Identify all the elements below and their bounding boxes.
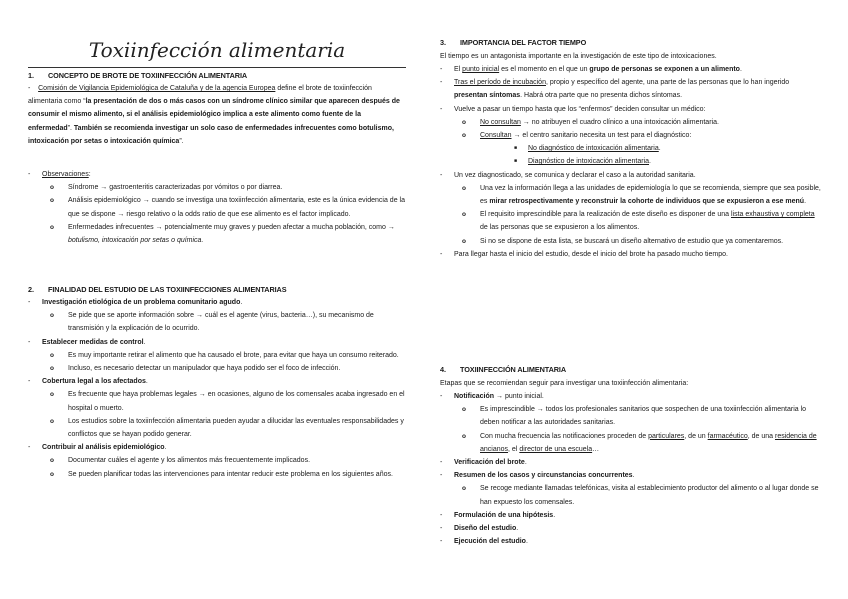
section-4-title: TOXIINFECCIÓN ALIMENTARIA: [460, 365, 567, 374]
source-agency: Comisión de Vigilancia Epidemiológica de Cataluña y de la agencia Europea: [38, 85, 276, 92]
time-item: [440, 169, 822, 248]
section-2-number: 2.: [28, 285, 34, 294]
observation-item-italic: botulismo, intoxicación por setas o química.: [68, 237, 204, 245]
stage-text: → punto inicial.: [494, 393, 544, 400]
source-farmaceutico: farmacéutico: [707, 432, 748, 440]
time-item: [440, 76, 822, 102]
stage-item: [440, 469, 822, 509]
stage-end: .: [553, 511, 556, 519]
section-1-definition: - Comisión de Vigilancia Epidemiológica de Cataluña y de la agencia Europea define el brote de toxiinfección alimentaria como “la presentación de dos o más casos con un síndrome clínico similar que aparecen después de consumir el mismo alimento, si el análisis epidemiológico implica a este alimento como fuente de la enfermedad”. También se recomienda investigar un solo caso de enfermedades infrecuentes como botulismo, intoxicación por setas o intoxicación química”.: [28, 85, 400, 145]
goal-detail: o Es muy importante retirar el alimento que ha causado el brote, para evitar que haya un consumo reiterado.: [42, 349, 406, 362]
diagnosis-text: Diagnóstico de intoxicación alimentaria: [528, 158, 650, 166]
goal-item: - Cobertura legal a los afectados. o Es frecuente que haya problemas legales → en ocasiones, alguno de los comensales acaba ingresado en el hospital o muerto. o Los estudios sobre la toxiinfección alimentaria pueden ayudar a dilucidar las eventuales responsabilidades y conflictos que se hayan podido generar.: [28, 375, 406, 441]
time-item-text: es el momento en el que un: [499, 66, 590, 73]
initial-point: punto inicial: [462, 66, 500, 73]
goal-detail: o Incluso, es necesario detectar un manipulador que haya podido ser el foco de infección.: [42, 362, 406, 375]
diagnosis-end: .: [658, 145, 661, 153]
stage-detail-text: , de un: [684, 432, 708, 440]
section-2-heading: [28, 285, 287, 294]
stage-detail-text: , el: [508, 445, 520, 453]
source-residencia: residencia de ancianos: [480, 432, 817, 453]
stage-title: Ejecución del estudio: [454, 538, 526, 546]
observation-item-text: Enfermedades infrecuentes → potencialmente muy graves y pueden afectar a mucha población, como →: [68, 223, 395, 231]
stage-item: [440, 456, 822, 469]
definition-close: ”.: [67, 124, 74, 132]
diagnosis-text: No diagnóstico de intoxicación alimentaria: [528, 145, 659, 153]
section-2-body: [28, 296, 406, 481]
section-1-heading: [28, 71, 247, 80]
goal-title: Investigación etiológica de un problema comunitario agudo: [42, 299, 241, 306]
symptoms-text: presentan síntomas: [454, 92, 521, 100]
goal-title: Cobertura legal a los afectados: [42, 378, 146, 386]
section-4-intro: Etapas que se recomiendan seguir para investigar una toxiinfección alimentaria:: [440, 380, 689, 387]
time-item-text: Vuelve a pasar un tiempo hasta que los “enfermos” deciden consultar un médico:: [454, 105, 706, 113]
stage-item: [440, 535, 822, 548]
stage-title: Resumen de los casos y circunstancias concurrentes: [454, 472, 633, 480]
source-director: director de una escuela: [519, 445, 593, 453]
stage-end: .: [524, 459, 527, 467]
section-3-body: [440, 63, 822, 261]
section-2-title: FINALIDAD DEL ESTUDIO DE LAS TOXIINFECCIONES ALIMENTARIAS: [48, 285, 287, 294]
document-title: Toxiinfección alimentaria: [88, 38, 346, 62]
observation-item: o Análisis epidemiológico → cuando se investiga una toxiinfección alimentaria, este es la única evidencia de la que se dispone → riesgo relativo o la odds ratio de que ese alimento es el factor implicado.: [42, 194, 406, 220]
complete-list: lista exhaustiva y completa: [730, 211, 815, 219]
single-case-close: ”.: [179, 137, 184, 145]
diagnosis-item: [480, 155, 822, 168]
section-4-number: 4.: [440, 365, 446, 374]
section-3-number: 3.: [440, 38, 446, 47]
goal-detail: o Es frecuente que haya problemas legales → en ocasiones, alguno de los comensales acaba ingresado en el hospital o muerto.: [42, 388, 406, 414]
goal-item: - Establecer medidas de control. o Es muy importante retirar el alimento que ha causado el brote, para evitar que haya un consumo reiterado. o Incluso, es necesario detectar un manipulador que haya podido ser el foco de infección.: [28, 336, 406, 376]
stage-detail-text: Con mucha frecuencia las notificaciones proceden de: [480, 432, 649, 440]
observation-item: o Síndrome → gastroenteritis caracterizadas por vómitos o por diarrea.: [42, 181, 406, 194]
cohort-text: Una vez la información llega a las unidades de epidemiología lo que se recomienda, siempre que sea posible, es: [480, 184, 821, 206]
stage-end: .: [516, 525, 519, 533]
goal-detail: o Se pide que se aporte información sobre → cuál es el agente (virus, bacteria…), su mecanismo de transmisión y la explicación de lo ocurrido.: [42, 309, 406, 335]
stage-end: .: [525, 538, 528, 546]
consult-text: → el centro sanitario necesita un test para el diagnóstico:: [511, 132, 692, 140]
section-1-title: CONCEPTO DE BROTE DE TOXIINFECCIÓN ALIMENTARIA: [48, 71, 248, 80]
goal-detail: o Se pueden planificar todas las intervenciones para intentar reducir este problema en los siguientes años.: [42, 468, 406, 481]
section-1-number: 1.: [28, 71, 34, 80]
stage-item: [440, 390, 822, 456]
stage-title: Verificación del brote: [454, 459, 525, 467]
goal-item: - Contribuir al análisis epidemiológico. o Documentar cuáles el agente y los alimentos más frecuentemente implicados. o Se pueden planificar todas las intervenciones para intentar reducir este problema en los siguientes años.: [28, 441, 406, 481]
goal-title: Establecer medidas de control: [42, 338, 144, 346]
consult-text: → no atribuyen el cuadro clínico a una intoxicación alimentaria.: [520, 118, 719, 126]
definition-text: la presentación de dos o más casos con un síndrome clínico similar que aparecen después de consumir el mismo alimento, si el análisis epidemiológico implica a este alimento como fuente de la enfermedad: [28, 98, 400, 132]
time-item-text: , propio y específico del agente, una parte de las personas que lo han ingerido: [545, 79, 790, 87]
time-item: [440, 63, 822, 76]
observations-block: [28, 168, 406, 247]
diagnosis-end: .: [649, 158, 651, 166]
time-item-text: El: [454, 66, 463, 73]
stage-title: Diseño del estudio: [454, 525, 517, 533]
title-divider: [28, 67, 406, 68]
stage-title: Notificación: [454, 393, 495, 400]
section-3-intro: El tiempo es un antagonista importante en la investigación de este tipo de intoxicaciones.: [440, 53, 717, 60]
section-3-title: IMPORTANCIA DEL FACTOR TIEMPO: [460, 38, 587, 47]
time-item: [440, 103, 822, 169]
time-item-text: . Habrá otra parte que no presenta dichos síntomas.: [520, 92, 683, 100]
stage-detail: o Se recoge mediante llamadas telefónicas, visita al establecimiento productor del alimento o al lugar donde se han expuesto los comensales.: [454, 482, 822, 508]
observations-colon: :: [88, 171, 91, 178]
diagnosis-item: [480, 142, 822, 155]
goal-item: - Investigación etiológica de un problema comunitario agudo. o Se pide que se aporte información sobre → cuál es el agente (virus, bacteria…), su mecanismo de transmisión y la explicación de lo ocurrido.: [28, 296, 406, 336]
cohort-text: El requisito imprescindible para la realización de este diseño es disponer de una: [480, 211, 731, 219]
cohort-item: o Si no se dispone de esta lista, se buscará un diseño alternativo de estudio que ya comentaremos.: [454, 235, 822, 248]
no-consult: No consultan: [480, 118, 521, 126]
source-particulares: particulares: [648, 432, 685, 440]
stage-detail: o Es imprescindible → todos los profesionales sanitarios que sospechen de una toxiinfección alimentaria lo deben notificar a las autoridades sanitarias.: [454, 403, 822, 429]
definition-intro: define el brote de toxiinfección alimentaria como “: [28, 85, 372, 106]
goal-title: Contribuir al análisis epidemiológico: [42, 444, 165, 452]
stage-title: Formulación de una hipótesis: [454, 511, 554, 519]
consult-item: [454, 129, 822, 169]
consult-item: [454, 116, 822, 129]
stage-item: [440, 509, 822, 522]
section-3-heading: [440, 38, 586, 47]
goal-detail: o Los estudios sobre la toxiinfección alimentaria pueden ayudar a dilucidar las eventuales responsabilidades y conflictos que se hayan podido generar.: [42, 415, 406, 441]
stage-detail-text: , de una: [747, 432, 775, 440]
observations-label-text: Observaciones: [42, 171, 89, 178]
cohort-text: de las personas que se expusieron a los alimentos.: [480, 224, 640, 232]
single-case-note: También se recomienda investigar un solo caso de enfermedades infrecuentes como botulismo, intoxicación por setas o intoxicación química: [28, 124, 394, 145]
stage-detail: [454, 430, 822, 456]
cohort-item: [454, 208, 822, 234]
cohort-end: .: [804, 198, 807, 206]
cohort-item: [454, 182, 822, 208]
time-item-text: Un vez diagnosticado, se comunica y declarar el caso a la autoridad sanitaria.: [454, 171, 696, 179]
stage-end: .: [632, 472, 635, 480]
observation-item: [42, 221, 406, 247]
stage-detail-end: …: [592, 445, 600, 453]
exposure-text: grupo de personas se exponen a un alimento: [589, 66, 740, 73]
consult: Consultan: [480, 132, 512, 140]
stage-item: [440, 522, 822, 535]
time-item: - Para llegar hasta el inicio del estudio, desde el inicio del brote ha pasado mucho tiempo.: [440, 248, 822, 261]
section-4-body: [440, 390, 822, 548]
section-4-heading: [440, 365, 566, 374]
time-item-end: .: [739, 66, 742, 73]
cohort-bold: mirar retrospectivamente y reconstruir la cohorte de individuos que se expusieron a ese menú: [489, 198, 805, 206]
incubation-period: Tras el período de incubación: [454, 79, 546, 87]
goal-detail: o Documentar cuáles el agente y los alimentos más frecuentemente implicados.: [42, 454, 406, 467]
observations-label: [28, 168, 406, 247]
